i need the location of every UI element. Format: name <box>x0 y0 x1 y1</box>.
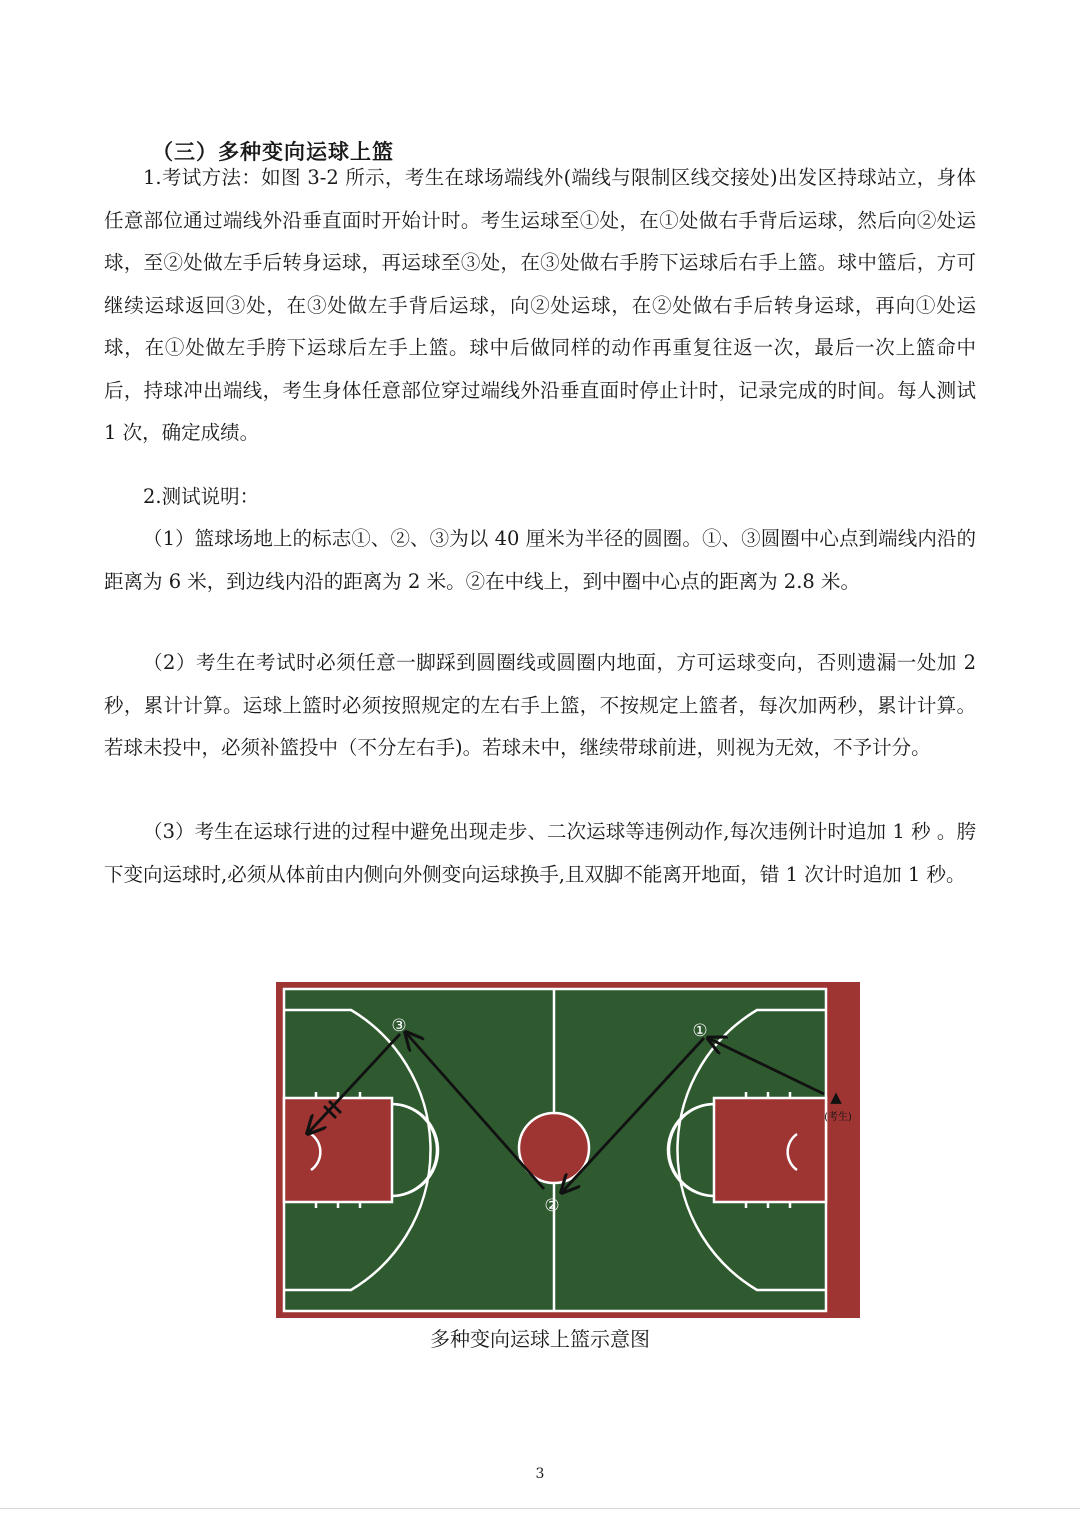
marker-1: ① <box>692 1021 708 1041</box>
paragraph-note-3: （3）考生在运球行进的过程中避免出现走步、二次运球等违例动作,每次违例计时追加 1 秒 。胯下变向运球时,必须从体前由内侧向外侧变向运球换手,且双脚不能离开地面，错 1 次计时追加 1 秒。 <box>104 820 976 886</box>
start-label: (考生) <box>824 1112 852 1123</box>
page-divider <box>0 1508 1080 1509</box>
paragraph-note-2: （2）考生在考试时必须任意一脚踩到圆圈线或圆圈内地面，方可运球变向，否则遗漏一处加 2 秒，累计计算。运球上篮时必须按照规定的左右手上篮，不按规定上篮者，每次加两秒，累计计算。若球未投中，必须补篮投中（不分左右手)。若球未中，继续带球前进，则视为无效，不予计分。 <box>104 651 976 759</box>
right-key <box>714 1098 826 1202</box>
paragraph-note-1: （1）篮球场地上的标志①、②、③为以 40 厘米为半径的圆圈。①、③圆圈中心点到端线内沿的距离为 6 米，到边线内沿的距离为 2 米。②在中线上，到中圈中心点的距离为 2.8 米。 <box>104 527 976 593</box>
court-diagram <box>276 982 860 1318</box>
paragraph-test-method: 1.考试方法：如图 3-2 所示，考生在球场端线外(端线与限制区线交接处)出发区持球站立，身体任意部位通过端线外沿垂直面时开始计时。考生运球至①处，在①处做右手背后运球，然后向②处运球，至②处做左手后转身运球，再运球至③处，在③处做右手胯下运球后右手上篮。球中篮后，方可继续运球返回③处，在③处做左手背后运球，向②处运球，在②处做右手后转身运球，再向①处运球，在①处做左手胯下运球后左手上篮。球中后做同样的动作再重复往返一次，最后一次上篮命中后，持球冲出端线，考生身体任意部位穿过端线外沿垂直面时停止计时，记录完成的时间。每人测试 1 次，确定成绩。 <box>104 166 976 444</box>
section-title: （三）多种变向运球上篮 <box>152 140 394 164</box>
marker-3: ③ <box>391 1016 407 1036</box>
figure-caption: 多种变向运球上篮示意图 <box>430 1327 650 1351</box>
left-key <box>284 1098 392 1202</box>
page-number: 3 <box>535 1466 545 1482</box>
marker-2: ② <box>544 1196 560 1216</box>
start-arrow-icon: ▲ <box>830 1088 842 1106</box>
paragraph-notes-title: 2.测试说明： <box>143 485 260 508</box>
